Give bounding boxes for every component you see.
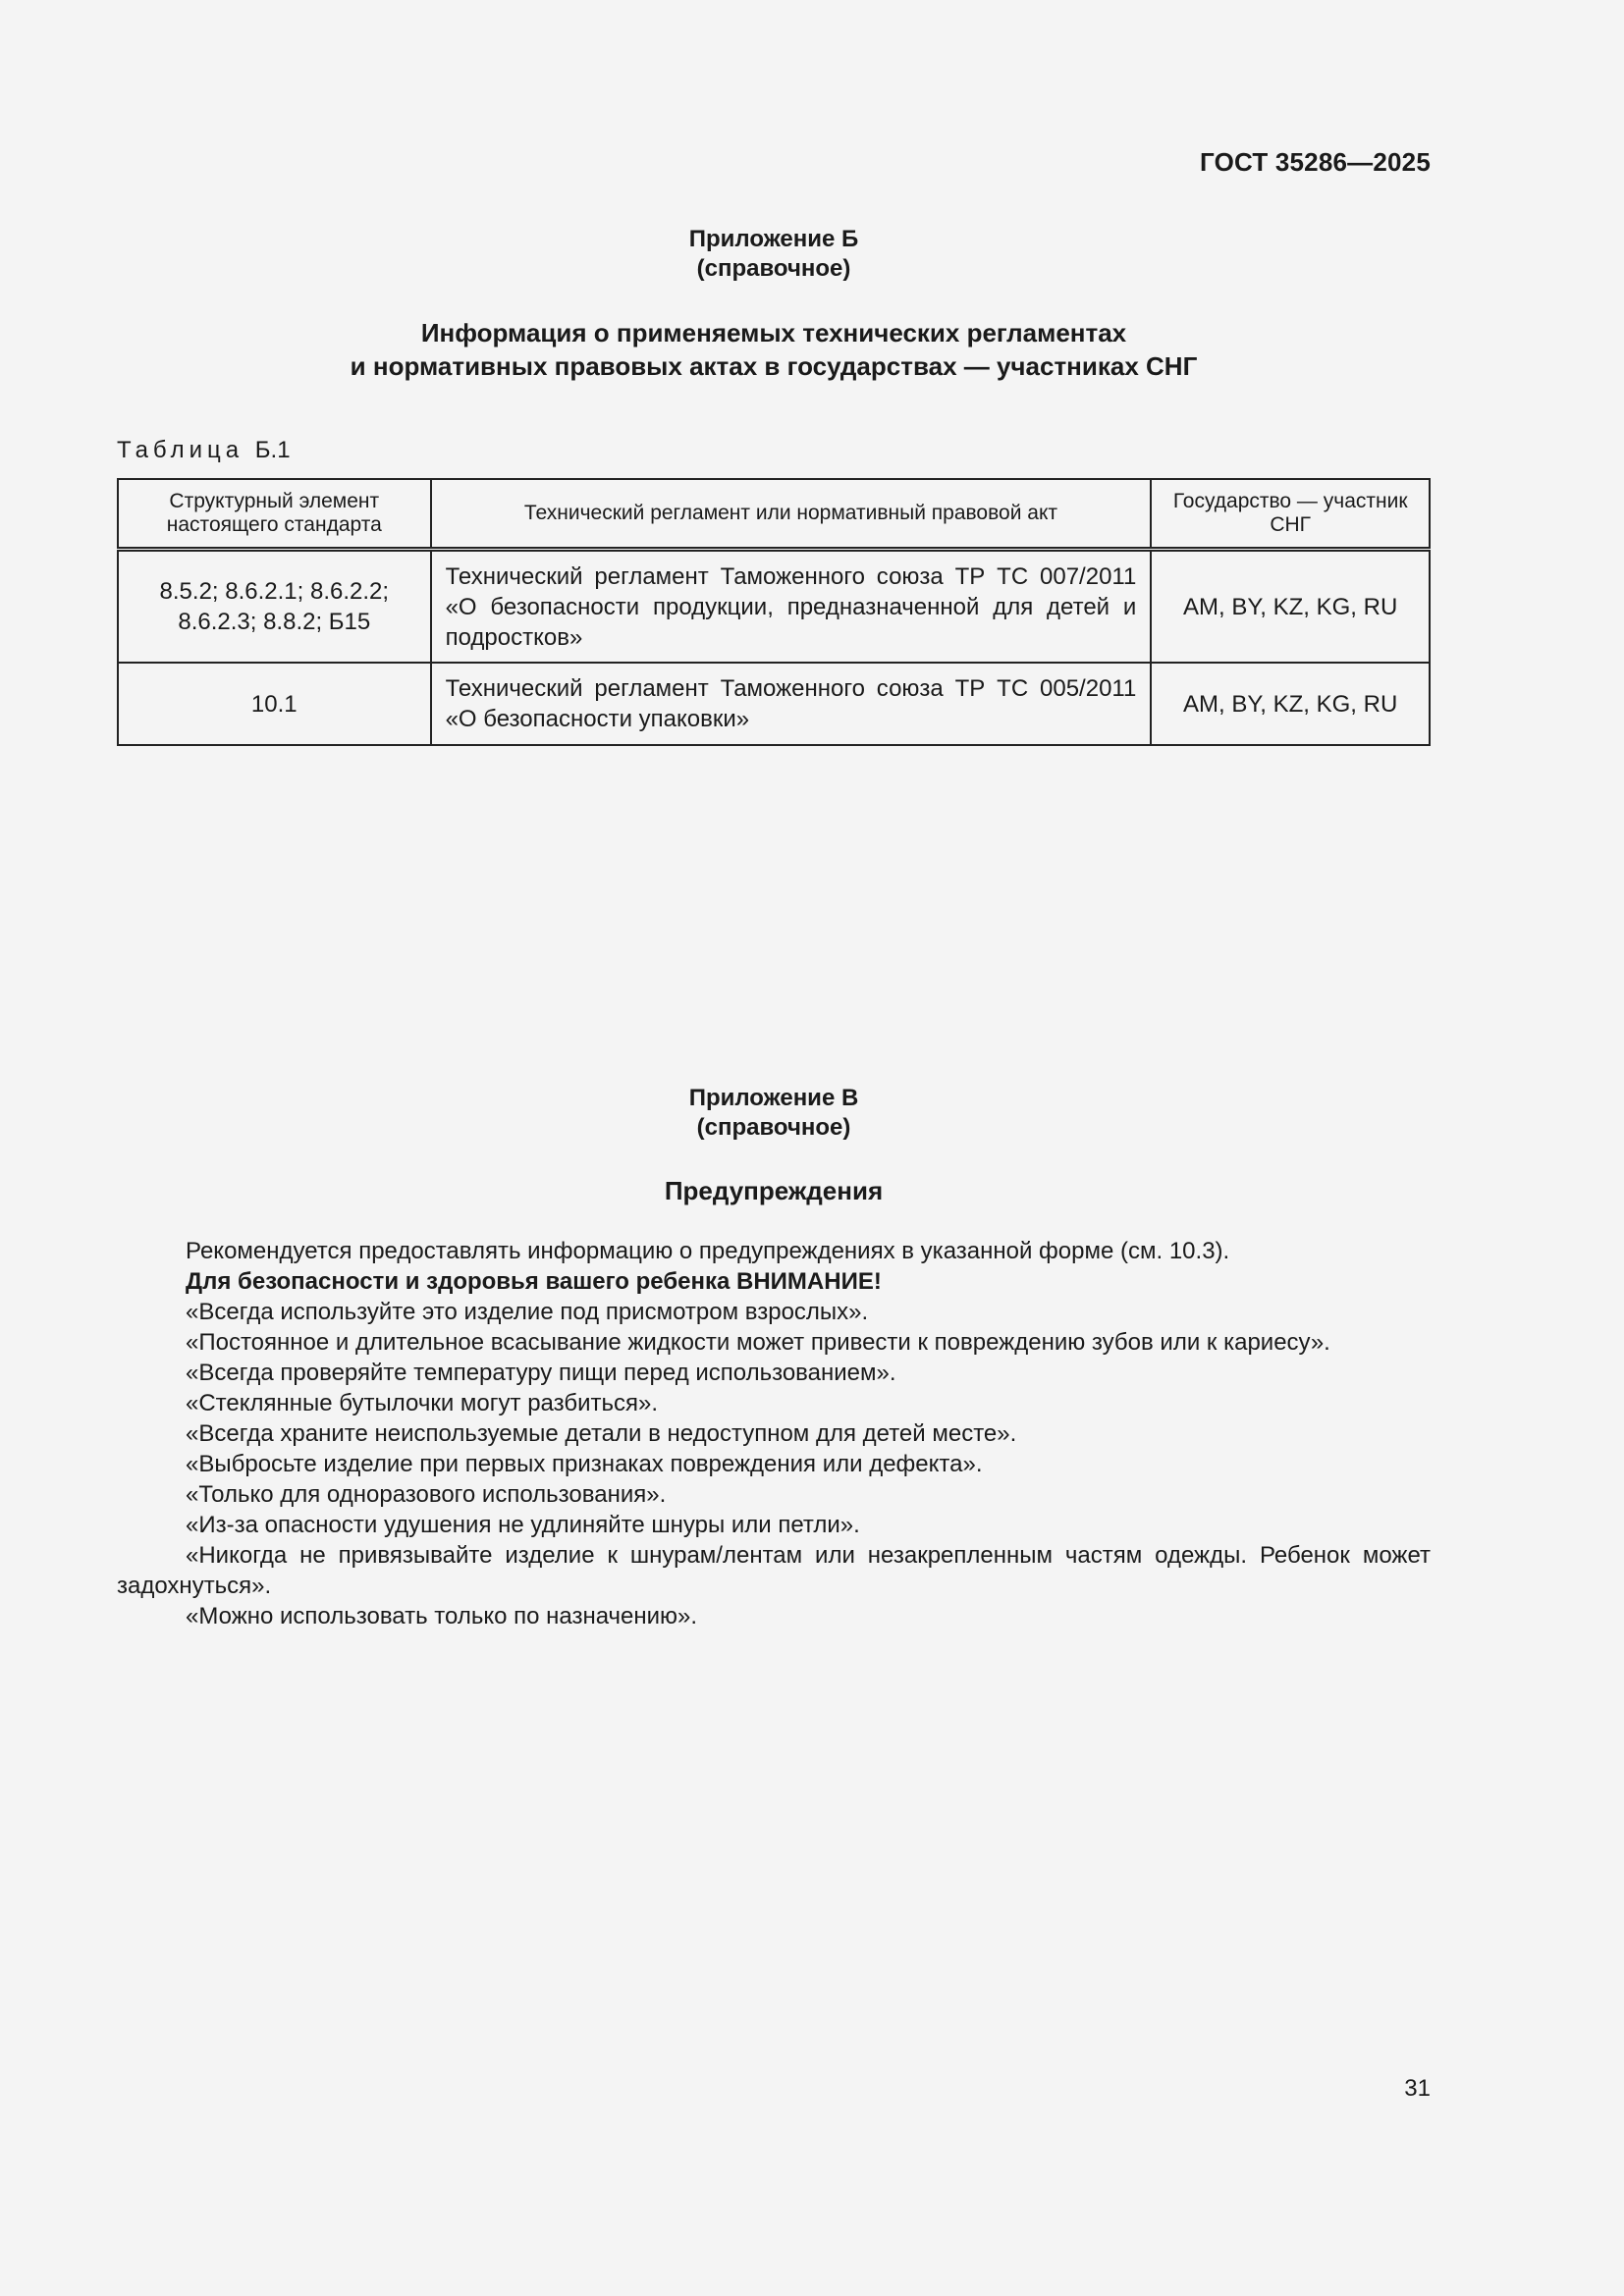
table-caption-number: Б.1	[254, 437, 291, 463]
warning-item: «Только для одноразового использования».	[186, 1481, 667, 1508]
warnings-text	[117, 1236, 1431, 1631]
warning-item: «Всегда проверяйте температуру пищи перед использованием».	[186, 1360, 896, 1386]
annex-b-title-block	[117, 225, 1431, 284]
cell-element: 10.1	[118, 663, 431, 745]
attention-line: Для безопасности и здоровья вашего ребенка ВНИМАНИЕ!	[186, 1268, 882, 1295]
page-number: 31	[1404, 2075, 1431, 2102]
regulations-table	[117, 478, 1431, 746]
annex-v-heading-block	[117, 1174, 1431, 1207]
cell-act: Технический регламент Таможенного союза ТР ТС 007/2011 «О безопасности продукции, предназначенной для детей и подростков»	[431, 550, 1152, 664]
annex-v-heading: Предупреждения	[664, 1176, 884, 1205]
intro-paragraph: Рекомендуется предоставлять информацию о предупреждениях в указанной форме (см. 10.3).	[186, 1238, 1230, 1264]
warning-item: «Никогда не привязывайте изделие к шнурам/лентам или незакрепленным частям одежды. Ребенок может задохнуться».	[117, 1542, 1431, 1599]
warning-item: «Постоянное и длительное всасывание жидкости может привести к повреждению зубов или к кариесу».	[186, 1329, 1330, 1356]
warning-item: «Выбросьте изделие при первых признаках повреждения или дефекта».	[186, 1451, 983, 1477]
table-row	[118, 550, 1430, 664]
annex-v-status: (справочное)	[696, 1114, 851, 1141]
table-caption	[117, 437, 291, 464]
annex-b-heading-line1: Информация о применяемых технических регламентах	[420, 318, 1127, 347]
warning-item: «Стеклянные бутылочки могут разбиться».	[186, 1390, 659, 1416]
cell-element: 8.5.2; 8.6.2.1; 8.6.2.2; 8.6.2.3; 8.8.2; Б15	[118, 550, 431, 664]
annex-b-heading-block	[117, 316, 1431, 383]
annex-b-title: Приложение Б	[688, 226, 859, 252]
table-row	[118, 663, 1430, 745]
cell-states: AM, BY, KZ, KG, RU	[1151, 663, 1430, 745]
header-structural-element: Структурный элемент настоящего стандарта	[118, 479, 431, 550]
warning-item: «Из-за опасности удушения не удлиняйте шнуры или петли».	[186, 1512, 860, 1538]
annex-b-status: (справочное)	[696, 255, 851, 282]
table-header-row	[118, 479, 1430, 550]
table-caption-word: Таблица	[117, 437, 244, 463]
warning-item: «Всегда храните неиспользуемые детали в недоступном для детей месте».	[186, 1420, 1017, 1447]
cell-act: Технический регламент Таможенного союза ТР ТС 005/2011 «О безопасности упаковки»	[431, 663, 1152, 745]
header-regulation-act: Технический регламент или нормативный правовой акт	[431, 479, 1152, 550]
annex-v-title-block	[117, 1084, 1431, 1143]
warning-item: «Можно использовать только по назначению».	[186, 1603, 698, 1629]
document-code: ГОСТ 35286—2025	[1200, 147, 1431, 177]
annex-b-heading-line2: и нормативных правовых актах в государствах — участниках СНГ	[350, 351, 1198, 381]
warning-item: «Всегда используйте это изделие под присмотром взрослых».	[186, 1299, 869, 1325]
header-state-member: Государство — участник СНГ	[1151, 479, 1430, 550]
annex-v-title: Приложение В	[688, 1085, 859, 1111]
cell-states: AM, BY, KZ, KG, RU	[1151, 550, 1430, 664]
